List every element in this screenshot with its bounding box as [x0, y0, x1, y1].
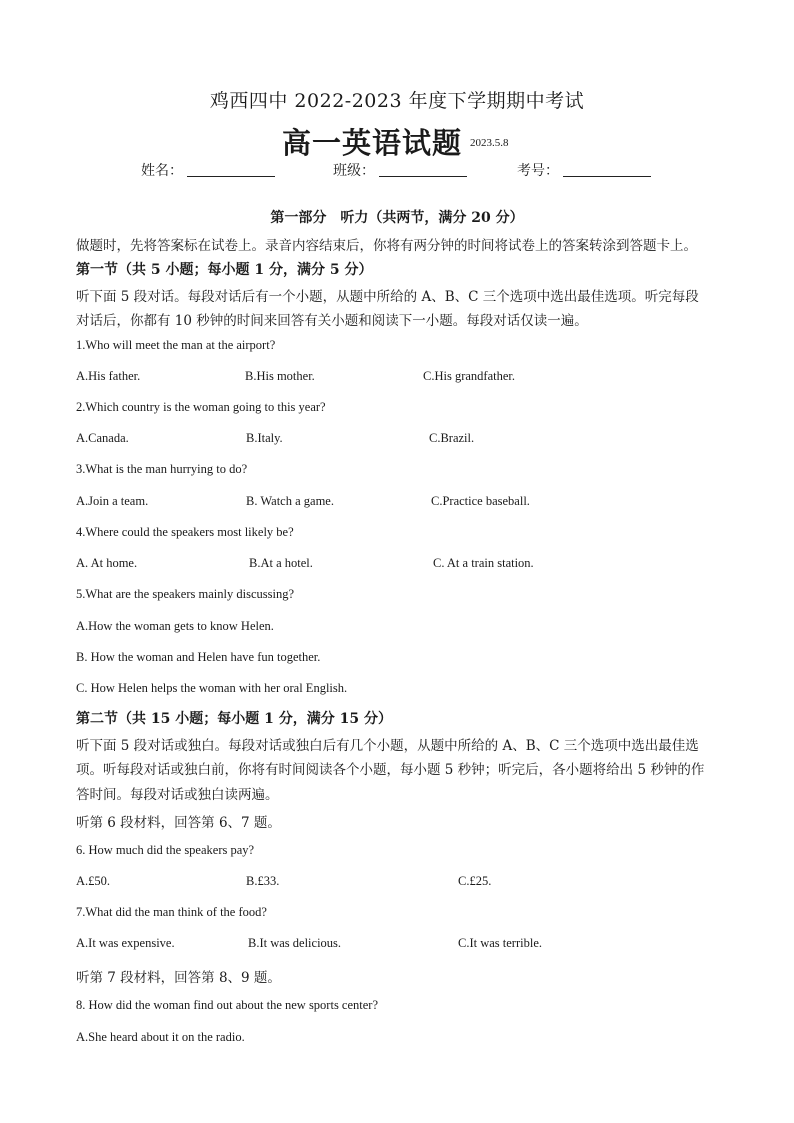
option-b: B. How the woman and Helen have fun together. — [76, 650, 321, 664]
class-blank[interactable] — [379, 162, 467, 177]
option-c: C.It was terrible. — [458, 936, 543, 950]
option-b: B.Italy. — [246, 431, 283, 445]
section2-instruction-line: 项。听每段对话或独白前，你将有时间阅读各个小题，每小题 5 秒钟；听完后，各小题将给出 5 秒钟的作 — [76, 762, 705, 778]
exam-no-label: 考号： — [517, 163, 559, 179]
option-a: A.How the woman gets to know Helen. — [76, 619, 274, 633]
option-a: A.£50. — [76, 874, 111, 888]
option-c: C.Practice baseball. — [431, 494, 530, 508]
question-stem: 5.What are the speakers mainly discussing? — [76, 587, 294, 601]
option-b: B.It was delicious. — [248, 936, 342, 950]
subject-title: 高一英语试题 — [282, 126, 463, 160]
section1-heading: 第一节（共 5 小题；每小题 1 分，满分 5 分） — [76, 262, 373, 278]
option-b: B.His mother. — [245, 369, 315, 383]
exam-title: 鸡西四中 2022-2023 年度下学期期中考试 — [209, 90, 585, 112]
option-a: A. At home. — [76, 556, 138, 570]
question-stem: 8. How did the woman find out about the new sports center? — [76, 998, 379, 1012]
section2-instruction-line: 答时间。每段对话或独白读两遍。 — [76, 787, 279, 803]
option-a: A.Join a team. — [76, 494, 149, 508]
section2-instruction-line: 听下面 5 段对话或独白。每段对话或独白后有几个小题，从题中所给的 A、B、C 三个选项中选出最佳选 — [76, 738, 699, 754]
option-a: A.She heard about it on the radio. — [76, 1030, 245, 1044]
material-7-note: 听第 7 段材料，回答第 8、9 题。 — [76, 970, 281, 986]
question-stem: 4.Where could the speakers most likely be? — [76, 525, 294, 539]
class-label: 班级： — [333, 163, 375, 179]
section2-heading: 第二节（共 15 小题；每小题 1 分，满分 15 分） — [76, 711, 392, 727]
part1-heading: 第一部分 听力（共两节，满分 20 分） — [270, 210, 524, 226]
option-b: B. Watch a game. — [246, 494, 334, 508]
section1-instruction-line: 听下面 5 段对话。每段对话后有一个小题，从题中所给的 A、B、C 三个选项中选出最佳选项。听完每段 — [76, 289, 699, 305]
question-stem: 6. How much did the speakers pay? — [76, 843, 255, 857]
section1-instruction-line: 对话后，你都有 10 秒钟的时间来回答有关小题和阅读下一小题。每段对话仅读一遍。 — [76, 313, 588, 329]
question-stem: 7.What did the man think of the food? — [76, 905, 267, 919]
exam-no-blank[interactable] — [563, 162, 651, 177]
question-stem: 1.Who will meet the man at the airport? — [76, 338, 276, 352]
question-stem: 2.Which country is the woman going to this year? — [76, 400, 326, 414]
name-label: 姓名： — [141, 163, 183, 179]
exam-date: 2023.5.8 — [470, 137, 509, 149]
option-a: A.His father. — [76, 369, 141, 383]
option-a: A.It was expensive. — [76, 936, 175, 950]
material-6-note: 听第 6 段材料，回答第 6、7 题。 — [76, 815, 281, 831]
class-field — [333, 160, 467, 180]
question-stem: 3.What is the man hurrying to do? — [76, 462, 248, 476]
option-a: A.Canada. — [76, 431, 129, 445]
option-c: C. How Helen helps the woman with her oral English. — [76, 681, 348, 695]
name-field — [141, 160, 275, 180]
name-blank[interactable] — [187, 162, 275, 177]
exam-no-field — [517, 160, 651, 180]
option-c: C. At a train station. — [433, 556, 534, 570]
option-c: C.Brazil. — [429, 431, 475, 445]
option-c: C.£25. — [458, 874, 492, 888]
part1-instruction: 做题时，先将答案标在试卷上。录音内容结束后，你将有两分钟的时间将试卷上的答案转涂到答题卡上。 — [76, 238, 697, 254]
option-c: C.His grandfather. — [423, 369, 515, 383]
option-b: B.£33. — [246, 874, 280, 888]
option-b: B.At a hotel. — [249, 556, 313, 570]
